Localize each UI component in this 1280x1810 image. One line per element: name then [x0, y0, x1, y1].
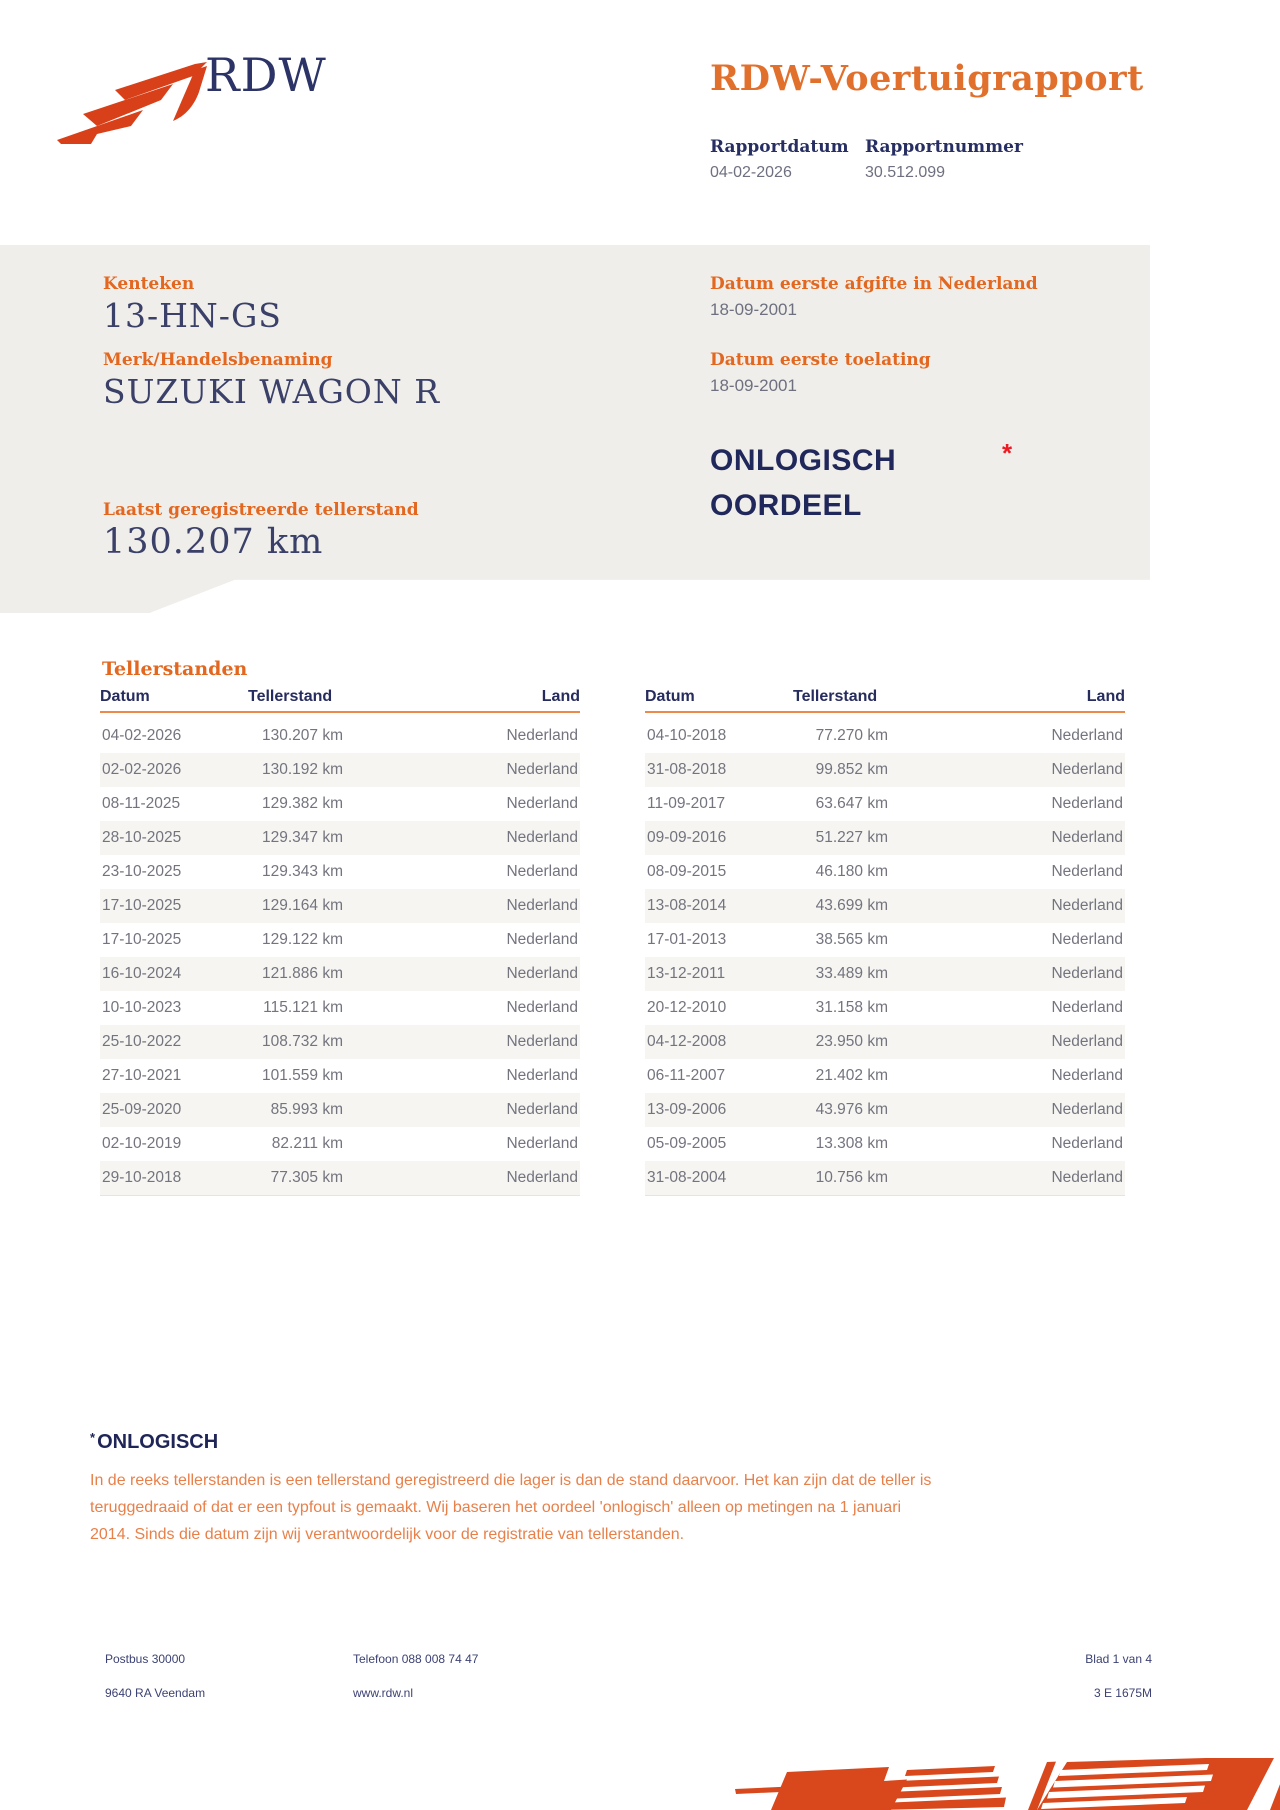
- cell-datum: 13-08-2014: [647, 897, 727, 914]
- onlogisch-explanation: [90, 1430, 935, 1548]
- cell-datum: 27-10-2021: [102, 1067, 182, 1084]
- cell-datum: 02-02-2026: [102, 761, 182, 778]
- cell-tellerstand: 33.489 km: [815, 965, 888, 982]
- table-row: [100, 1093, 580, 1127]
- table-row: [645, 787, 1125, 821]
- speed-stripes-icon: [735, 1758, 1280, 1810]
- laatste-tellerstand-value: 130.207 km: [103, 522, 324, 562]
- col-header-tellerstand: Tellerstand: [248, 688, 333, 705]
- oordeel-verdict: [710, 438, 896, 528]
- kenteken-label: Kenteken: [103, 274, 195, 294]
- cell-tellerstand: 46.180 km: [815, 863, 888, 880]
- eerste-toelating-value: 18-09-2001: [710, 376, 797, 395]
- rdw-logo-wordmark: RDW: [205, 48, 327, 102]
- cell-tellerstand: 129.164 km: [262, 897, 343, 914]
- cell-tellerstand: 10.756 km: [815, 1169, 888, 1186]
- cell-land: Nederland: [1051, 1135, 1123, 1152]
- cell-land: Nederland: [506, 795, 578, 812]
- table-row: [100, 1025, 580, 1059]
- cell-tellerstand: 129.347 km: [262, 829, 343, 846]
- cell-land: Nederland: [506, 1135, 578, 1152]
- cell-tellerstand: 99.852 km: [815, 761, 888, 778]
- cell-land: Nederland: [506, 897, 578, 914]
- rdw-speed-stripes-graphic: [735, 1758, 1280, 1810]
- rdw-feather-icon: [55, 56, 215, 144]
- report-date-value: 04-02-2026: [710, 164, 792, 181]
- cell-datum: 28-10-2025: [102, 829, 182, 846]
- cell-tellerstand: 43.976 km: [815, 1101, 888, 1118]
- table-row: [100, 855, 580, 889]
- tellerstanden-section-title: Tellerstanden: [102, 658, 248, 680]
- cell-land: Nederland: [1051, 1101, 1123, 1118]
- cell-datum: 04-10-2018: [647, 727, 727, 744]
- eerste-afgifte-value: 18-09-2001: [710, 300, 797, 319]
- eerste-toelating-label: Datum eerste toelating: [710, 350, 931, 370]
- table-header: [645, 688, 1125, 713]
- footer-address-line1: Postbus 30000: [105, 1652, 186, 1666]
- cell-tellerstand: 77.270 km: [815, 727, 888, 744]
- footer-contact: [353, 1652, 478, 1720]
- cell-land: Nederland: [1051, 727, 1123, 744]
- table-row: [100, 787, 580, 821]
- footer-form-code: 3 E 1675M: [1093, 1686, 1152, 1700]
- cell-datum: 04-02-2026: [102, 727, 182, 744]
- table-row: [645, 923, 1125, 957]
- eerste-afgifte-label: Datum eerste afgifte in Nederland: [710, 274, 1038, 294]
- cell-land: Nederland: [506, 761, 578, 778]
- cell-tellerstand: 129.343 km: [262, 863, 343, 880]
- oordeel-asterisk: *: [1002, 438, 1013, 468]
- cell-land: Nederland: [506, 829, 578, 846]
- cell-land: Nederland: [1051, 999, 1123, 1016]
- oordeel-line1: ONLOGISCH: [710, 444, 897, 477]
- cell-tellerstand: 13.308 km: [815, 1135, 888, 1152]
- cell-tellerstand: 63.647 km: [815, 795, 888, 812]
- explanation-asterisk: *: [90, 1430, 96, 1445]
- table-body: [645, 719, 1125, 1196]
- cell-tellerstand: 130.192 km: [262, 761, 343, 778]
- table-row: [645, 1127, 1125, 1161]
- col-header-datum: Datum: [100, 688, 150, 705]
- cell-tellerstand: 31.158 km: [815, 999, 888, 1016]
- oordeel-line2: OORDEEL: [710, 489, 862, 522]
- tellerstanden-table-right: [645, 688, 1125, 1196]
- cell-land: Nederland: [1051, 795, 1123, 812]
- rdw-logo: [55, 56, 215, 144]
- table-row: [645, 1059, 1125, 1093]
- table-row: [645, 1093, 1125, 1127]
- table-row: [645, 855, 1125, 889]
- cell-datum: 08-09-2015: [647, 863, 727, 880]
- explanation-body: In de reeks tellerstanden is een tellerstand geregistreerd die lager is dan de stand daarvoor. Het kan zijn dat de teller is teruggedraaid of dat er een typfout is gemaakt. Wij baseren het oordeel 'onlogisch' alleen op metingen na 1 januari 2014. Sinds die datum zijn wij verantwoordelijk voor de registratie van tellerstanden.: [90, 1472, 932, 1543]
- cell-tellerstand: 21.402 km: [815, 1067, 888, 1084]
- cell-land: Nederland: [506, 1101, 578, 1118]
- cell-datum: 10-10-2023: [102, 999, 182, 1016]
- cell-datum: 29-10-2018: [102, 1169, 182, 1186]
- footer-address: [105, 1652, 205, 1720]
- table-row: [645, 753, 1125, 787]
- cell-datum: 08-11-2025: [102, 795, 181, 812]
- cell-land: Nederland: [1051, 931, 1123, 948]
- table-body: [100, 719, 580, 1196]
- cell-tellerstand: 129.122 km: [262, 931, 343, 948]
- cell-land: Nederland: [1051, 1033, 1123, 1050]
- table-row: [645, 991, 1125, 1025]
- cell-datum: 06-11-2007: [647, 1067, 726, 1084]
- report-number-label: Rapportnummer: [865, 137, 1023, 157]
- cell-land: Nederland: [1051, 761, 1123, 778]
- cell-tellerstand: 77.305 km: [270, 1169, 343, 1186]
- report-date-block: [710, 137, 849, 182]
- table-row: [100, 1059, 580, 1093]
- col-header-tellerstand: Tellerstand: [793, 688, 878, 705]
- cell-datum: 25-10-2022: [102, 1033, 182, 1050]
- table-row: [645, 1025, 1125, 1059]
- cell-datum: 05-09-2005: [647, 1135, 727, 1152]
- footer-website: www.rdw.nl: [353, 1686, 414, 1700]
- cell-land: Nederland: [1051, 1169, 1123, 1186]
- cell-datum: 20-12-2010: [647, 999, 727, 1016]
- table-row: [100, 1127, 580, 1161]
- cell-land: Nederland: [506, 931, 578, 948]
- cell-land: Nederland: [1051, 863, 1123, 880]
- cell-tellerstand: 121.886 km: [262, 965, 343, 982]
- cell-datum: 09-09-2016: [647, 829, 727, 846]
- merk-label: Merk/Handelsbenaming: [103, 350, 333, 370]
- cell-land: Nederland: [506, 1067, 578, 1084]
- cell-land: Nederland: [506, 1169, 578, 1186]
- cell-land: Nederland: [1051, 1067, 1123, 1084]
- cell-land: Nederland: [506, 727, 578, 744]
- table-row: [645, 821, 1125, 855]
- report-number-block: [865, 137, 1023, 182]
- cell-datum: 17-10-2025: [102, 897, 182, 914]
- footer-address-line2: 9640 RA Veendam: [105, 1686, 206, 1700]
- footer-page-indicator: Blad 1 van 4: [1085, 1652, 1152, 1666]
- cell-tellerstand: 85.993 km: [270, 1101, 343, 1118]
- cell-datum: 31-08-2018: [647, 761, 727, 778]
- table-row: [100, 889, 580, 923]
- cell-land: Nederland: [1051, 965, 1123, 982]
- table-row: [100, 1161, 580, 1195]
- cell-datum: 23-10-2025: [102, 863, 182, 880]
- cell-datum: 17-01-2013: [647, 931, 727, 948]
- cell-datum: 13-09-2006: [647, 1101, 727, 1118]
- explanation-title: [90, 1430, 935, 1454]
- laatste-tellerstand-label: Laatst geregistreerde tellerstand: [103, 500, 419, 520]
- table-row: [645, 889, 1125, 923]
- cell-tellerstand: 38.565 km: [815, 931, 888, 948]
- cell-datum: 11-09-2017: [647, 795, 726, 812]
- col-header-land: Land: [541, 688, 580, 705]
- footer-page-info: [1085, 1652, 1152, 1720]
- table-row: [100, 821, 580, 855]
- cell-land: Nederland: [1051, 897, 1123, 914]
- cell-land: Nederland: [506, 1033, 578, 1050]
- table-row: [645, 1161, 1125, 1195]
- cell-datum: 04-12-2008: [647, 1033, 727, 1050]
- table-row: [100, 719, 580, 753]
- report-number-value: 30.512.099: [865, 164, 946, 181]
- cell-tellerstand: 115.121 km: [263, 999, 343, 1016]
- table-header: [100, 688, 580, 713]
- table-row: [645, 957, 1125, 991]
- cell-land: Nederland: [506, 999, 578, 1016]
- table-row: [645, 719, 1125, 753]
- cell-tellerstand: 101.559 km: [262, 1067, 343, 1084]
- cell-tellerstand: 82.211 km: [271, 1135, 343, 1152]
- merk-value: SUZUKI WAGON R: [103, 372, 441, 411]
- cell-tellerstand: 51.227 km: [815, 829, 888, 846]
- tellerstanden-table-left: [100, 688, 580, 1196]
- col-header-land: Land: [1086, 688, 1125, 705]
- table-row: [100, 991, 580, 1025]
- cell-tellerstand: 23.950 km: [815, 1033, 888, 1050]
- explanation-title-text: ONLOGISCH: [97, 1431, 219, 1453]
- cell-datum: 02-10-2019: [102, 1135, 182, 1152]
- cell-datum: 16-10-2024: [102, 965, 182, 982]
- page-title: RDW-Voertuigrapport: [710, 58, 1144, 99]
- table-row: [100, 753, 580, 787]
- cell-tellerstand: 108.732 km: [262, 1033, 343, 1050]
- cell-tellerstand: 43.699 km: [815, 897, 888, 914]
- col-header-datum: Datum: [645, 688, 695, 705]
- table-row: [100, 923, 580, 957]
- cell-datum: 31-08-2004: [647, 1169, 727, 1186]
- cell-land: Nederland: [506, 965, 578, 982]
- table-row: [100, 957, 580, 991]
- cell-datum: 17-10-2025: [102, 931, 182, 948]
- report-date-label: Rapportdatum: [710, 137, 849, 157]
- cell-land: Nederland: [1051, 829, 1123, 846]
- cell-datum: 13-12-2011: [647, 965, 726, 982]
- kenteken-value: 13-HN-GS: [103, 296, 282, 335]
- cell-tellerstand: 129.382 km: [262, 795, 343, 812]
- footer-phone: Telefoon 088 008 74 47: [353, 1652, 479, 1666]
- cell-tellerstand: 130.207 km: [262, 727, 343, 744]
- cell-land: Nederland: [506, 863, 578, 880]
- cell-datum: 25-09-2020: [102, 1101, 182, 1118]
